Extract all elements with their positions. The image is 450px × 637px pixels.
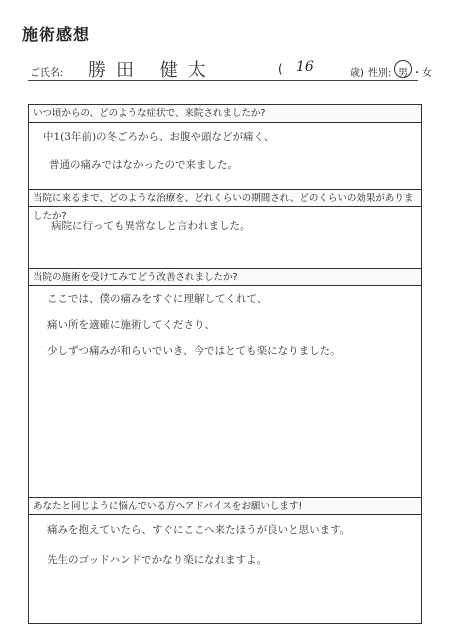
survey-form <box>28 104 422 624</box>
page-title: 施術感想 <box>22 25 91 44</box>
sex-female: 女 <box>422 68 432 79</box>
answer-line: 病院に行っても異常なしと言われました。 <box>51 220 251 232</box>
age-value: 16 <box>296 59 314 75</box>
answer-line: 先生のゴッドハンドでかなり楽になれますよ。 <box>47 554 268 566</box>
answer-line: 痛みを抱えていたら、すぐにここへ来たほうが良いと思います。 <box>47 524 351 536</box>
age-unit: 歳) <box>350 68 364 79</box>
answer-2 <box>29 208 421 268</box>
sex-label: 性別: <box>368 68 392 79</box>
answer-4 <box>29 516 421 622</box>
answer-line: 普通の痛みではなかったので来ました。 <box>49 159 238 171</box>
question-4: あなたと同じように悩んでいる方へアドバイスをお願いします! <box>29 497 421 515</box>
question-1: いつ頃からの、どのような症状で、来院されましたか? <box>29 105 421 123</box>
sex-separator: ・ <box>412 68 422 79</box>
sex-male-circled: 男 <box>398 64 408 79</box>
name-row <box>28 58 432 81</box>
answer-line: ここでは、僕の痛みをすぐに理解してくれて、 <box>47 293 268 305</box>
answer-line: 中1(3年前)の冬ごろから、お腹や頭などが痛く、 <box>43 131 275 143</box>
answer-line: 少しずつ痛みが和らいでいき、今ではとても楽になりました。 <box>47 345 341 357</box>
age-open-paren: ( <box>278 62 283 76</box>
name-value: 勝田 健太 <box>88 60 216 81</box>
question-3: 当院の施術を受けてみてどう改善されましたか? <box>29 268 421 286</box>
question-2: 当院に来るまで、どのような治療を、どれくらいの期間され、どのくらいの効果がありましたか? <box>29 189 421 207</box>
answer-3 <box>29 287 421 497</box>
answer-1 <box>29 123 421 189</box>
answer-line: 痛い所を適確に施術してくださり、 <box>47 319 215 331</box>
name-label: ご氏名: <box>30 68 64 79</box>
